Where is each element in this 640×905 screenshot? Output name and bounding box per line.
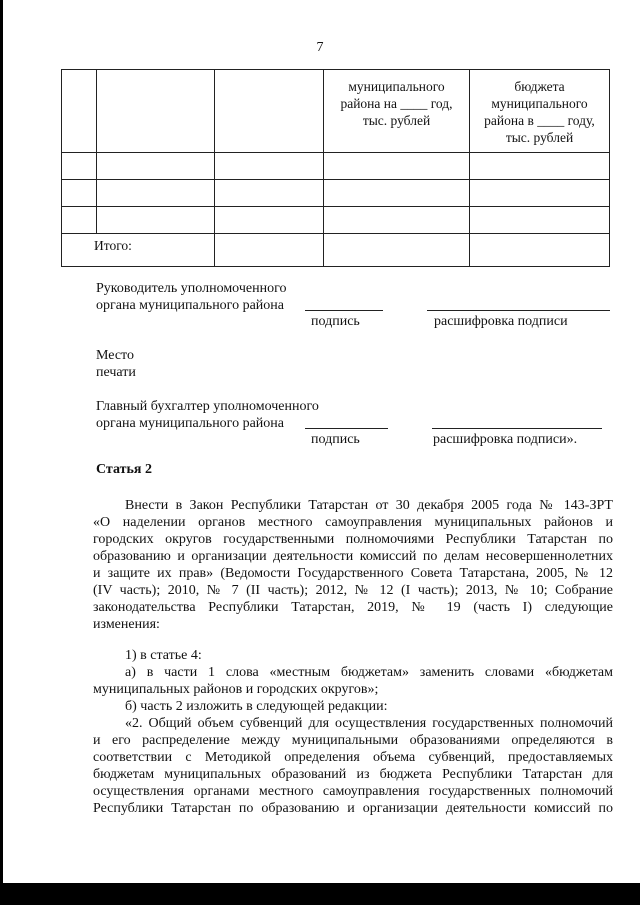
scan-bottom-edge xyxy=(0,883,640,905)
signature1-sign-caption: подпись xyxy=(311,314,360,329)
table-cell xyxy=(97,70,215,153)
table-cell xyxy=(62,70,97,153)
signature1-decode-line xyxy=(427,310,610,311)
article-heading: Статья 2 xyxy=(96,462,152,477)
table-total-row xyxy=(62,234,610,267)
signature2-decode-caption: расшифровка подписи». xyxy=(433,432,578,447)
signature2-sign-caption: подпись xyxy=(311,432,360,447)
table-row xyxy=(62,180,610,207)
table-row xyxy=(62,153,610,180)
total-label: Итого: xyxy=(62,234,215,267)
article-paragraph-1: Внести в Закон Республики Татарстан от 30 декабря 2005 года № 143-ЗРТ «О наделении органов местного самоуправления муниципальных районов и городских округов государственными полномочиями Республики Татарстан по образованию и организации деятельности комиссий по делам несовершеннолетних и защите их прав» (Ведомости Государственного Совета Татарстана, 2005, № 12 (IV часть); 2010, № 7 (II часть); 2012, № 12 (I часть); 2013, № 10; Собрание законодательства Республики Татарстан, 2019, № 19 (часть I) следующие изменения: xyxy=(93,498,613,632)
table-cell xyxy=(215,70,324,153)
signature2-decode-line xyxy=(432,428,602,429)
signature1-title: Руководитель уполномоченного органа муниципального района xyxy=(96,281,287,313)
stamp-place: Место печати xyxy=(96,348,136,380)
table-row xyxy=(62,207,610,234)
header-col5: бюджета муниципального района в ____ году, тыс. рублей xyxy=(470,70,610,153)
table-header-row xyxy=(62,70,610,153)
signature2-title: Главный бухгалтер уполномоченного органа муниципального района xyxy=(96,399,319,431)
signature1-decode-caption: расшифровка подписи xyxy=(434,314,568,329)
signature1-sign-line xyxy=(305,310,383,311)
signature2-sign-line xyxy=(305,428,388,429)
header-col4: муниципального района на ____ год, тыс. рублей xyxy=(324,70,470,153)
page-number: 7 xyxy=(316,40,324,55)
article-paragraph-2: 1) в статье 4: а) в части 1 слова «местным бюджетам» заменить словами «бюджетам муниципальных районов и городских округов»; б) часть 2 изложить в следующей редакции: «2. Общий объем субвенций для осуществления государственных полномочий и его распределение между муниципальными образованиями определяются в соответствии с Методикой определения объема субвенций, предоставляемых бюджетам муниципальных образований из бюджета Республики Татарстан для осуществления органами местного самоуправления государственных полномочий Республики Татарстан по образованию и организации деятельности комиссий по xyxy=(93,648,613,816)
scan-left-edge xyxy=(0,0,3,905)
subsidy-table xyxy=(61,69,610,267)
